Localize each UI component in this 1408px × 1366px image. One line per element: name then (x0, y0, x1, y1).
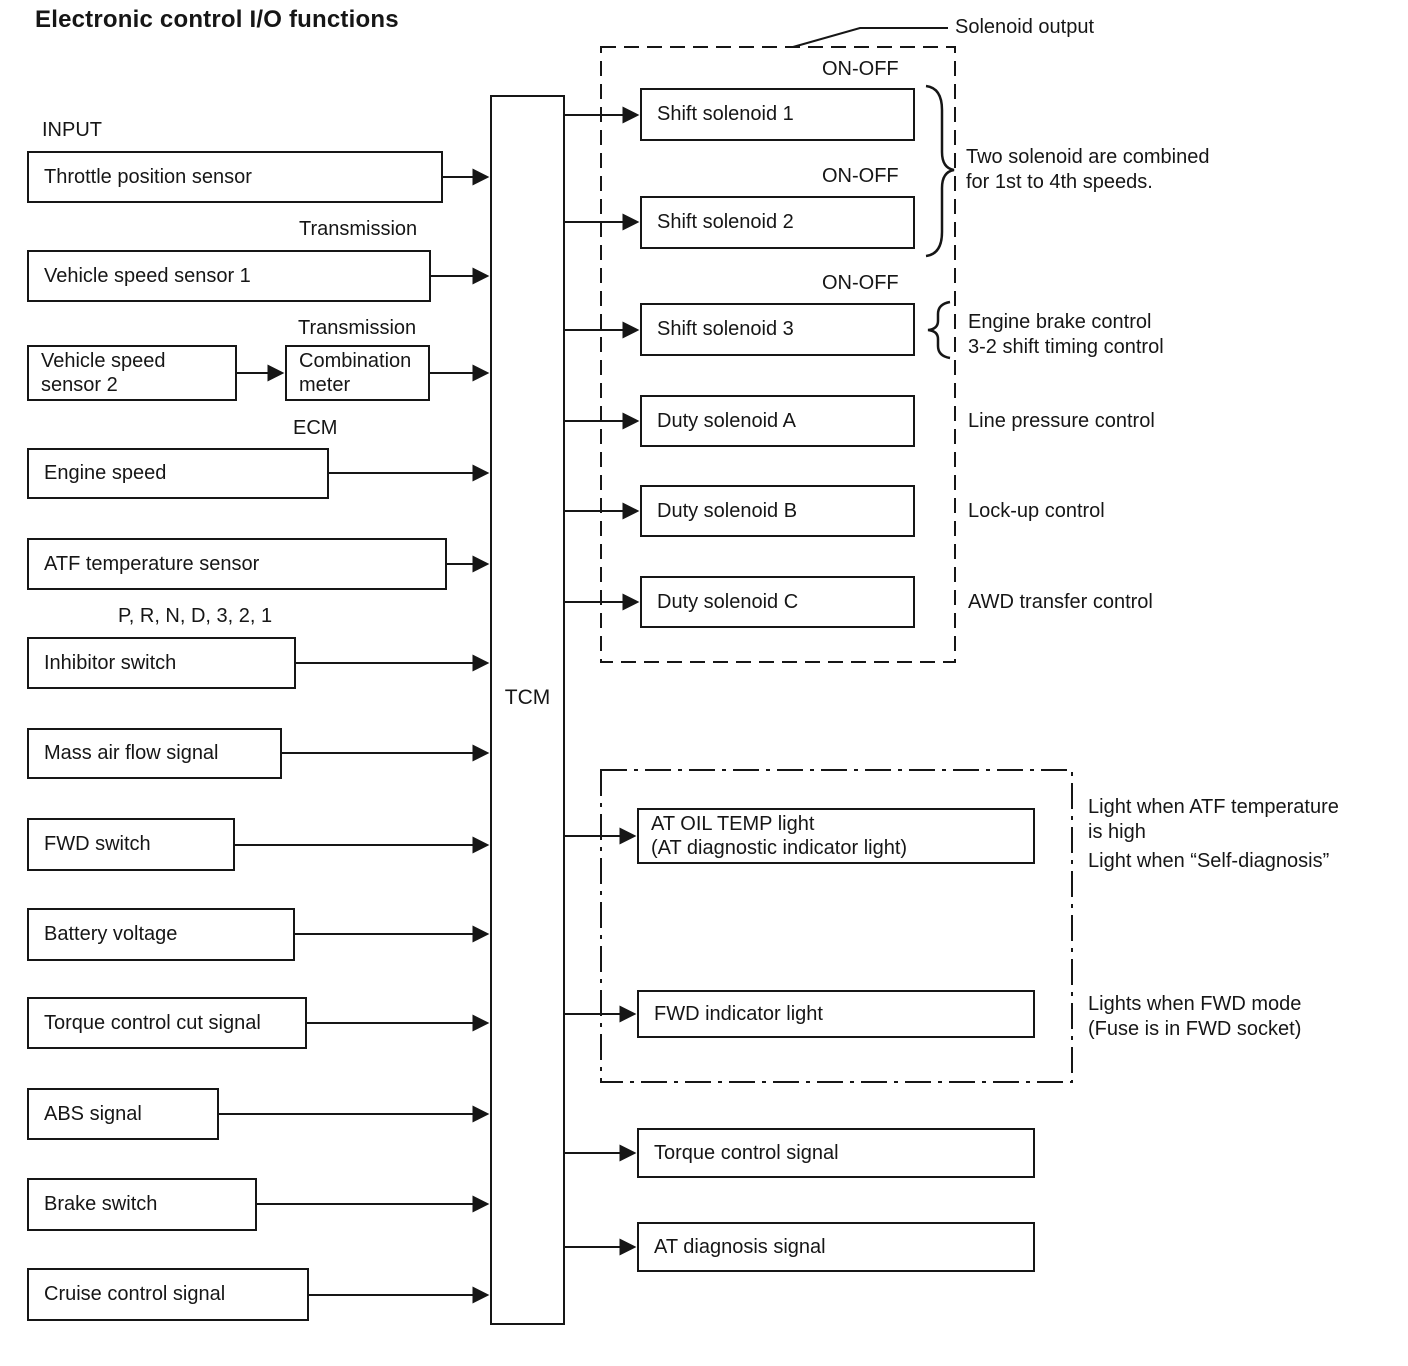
solenoid-output-leader-line (793, 28, 948, 47)
input-box-cruise-control-signal: Cruise control signal (27, 1268, 309, 1321)
input-box-vehicle-speed-sensor-1: Vehicle speed sensor 1 (27, 250, 431, 302)
output-box-fwd-indicator-light: FWD indicator light (637, 990, 1035, 1038)
input-box-inhibitor-switch: Inhibitor switch (27, 637, 296, 689)
vss2-label-line1: Vehicle speed (41, 349, 166, 372)
annotation-atf-light-line2: is high (1088, 821, 1146, 843)
annotation-atf-light-line1: Light when ATF temperature (1088, 796, 1339, 818)
output-box-at-diagnosis-signal: AT diagnosis signal (637, 1222, 1035, 1272)
input-box-throttle-position-sensor: Throttle position sensor (27, 151, 443, 203)
annotation-engine-brake-line2: 3-2 shift timing control (968, 336, 1164, 358)
output-box-duty-solenoid-a: Duty solenoid A (640, 395, 915, 447)
input-box-fwd-switch: FWD switch (27, 818, 235, 871)
label-on-off-2: ON-OFF (822, 165, 899, 187)
tcm-label: TCM (504, 686, 551, 709)
output-box-duty-solenoid-b: Duty solenoid B (640, 485, 915, 537)
at-oil-temp-line1: AT OIL TEMP light (651, 812, 815, 835)
combination-meter-line1: Combination (299, 349, 412, 372)
brace-shift-solenoid-3 (928, 302, 950, 358)
page-title: Electronic control I/O functions (35, 6, 399, 33)
input-box-engine-speed: Engine speed (27, 448, 329, 499)
annotation-fwd-light-line1: Lights when FWD mode (1088, 993, 1302, 1015)
label-ecm: ECM (293, 417, 338, 439)
input-box-battery-voltage: Battery voltage (27, 908, 295, 961)
tcm-box (490, 95, 565, 1325)
combination-meter-box (285, 345, 430, 401)
label-transmission-vss1: Transmission (299, 218, 418, 240)
label-transmission-vss2: Transmission (298, 317, 417, 339)
input-box-mass-air-flow-signal: Mass air flow signal (27, 728, 282, 779)
output-box-shift-solenoid-1: Shift solenoid 1 (640, 88, 915, 141)
annotation-engine-brake-line1: Engine brake control (968, 311, 1152, 333)
input-box-atf-temperature-sensor: ATF temperature sensor (27, 538, 447, 590)
at-oil-temp-line2: (AT diagnostic indicator light) (651, 837, 908, 859)
annotation-combined-line2: for 1st to 4th speeds. (966, 171, 1153, 193)
annotation-line-pressure: Line pressure control (968, 410, 1155, 432)
input-box-vehicle-speed-sensor-2 (27, 345, 237, 401)
annotation-lockup: Lock-up control (968, 500, 1105, 522)
input-section-label: INPUT (42, 119, 102, 141)
annotation-fwd-light-line2: (Fuse is in FWD socket) (1088, 1018, 1302, 1040)
annotation-awd: AWD transfer control (968, 591, 1153, 613)
output-box-at-oil-temp-light (637, 808, 1035, 864)
annotation-atf-light-line3: Light when “Self-diagnosis” (1088, 850, 1330, 872)
output-box-shift-solenoid-2: Shift solenoid 2 (640, 196, 915, 249)
label-on-off-3: ON-OFF (822, 272, 899, 294)
label-gear-positions: P, R, N, D, 3, 2, 1 (118, 605, 273, 627)
label-on-off-1: ON-OFF (822, 58, 899, 80)
output-box-shift-solenoid-3: Shift solenoid 3 (640, 303, 915, 356)
output-arrows (565, 115, 637, 1247)
input-box-brake-switch: Brake switch (27, 1178, 257, 1231)
annotation-combined-line1: Two solenoid are combined (966, 146, 1210, 168)
input-box-abs-signal: ABS signal (27, 1088, 219, 1140)
input-box-torque-control-cut-signal: Torque control cut signal (27, 997, 307, 1049)
output-box-torque-control-signal: Torque control signal (637, 1128, 1035, 1178)
vss2-label-line2: sensor 2 (41, 374, 118, 396)
brace-shift-solenoids-1-2 (926, 86, 954, 256)
solenoid-output-group-label: Solenoid output (955, 16, 1095, 38)
combination-meter-line2: meter (299, 374, 351, 396)
output-box-duty-solenoid-c: Duty solenoid C (640, 576, 915, 628)
